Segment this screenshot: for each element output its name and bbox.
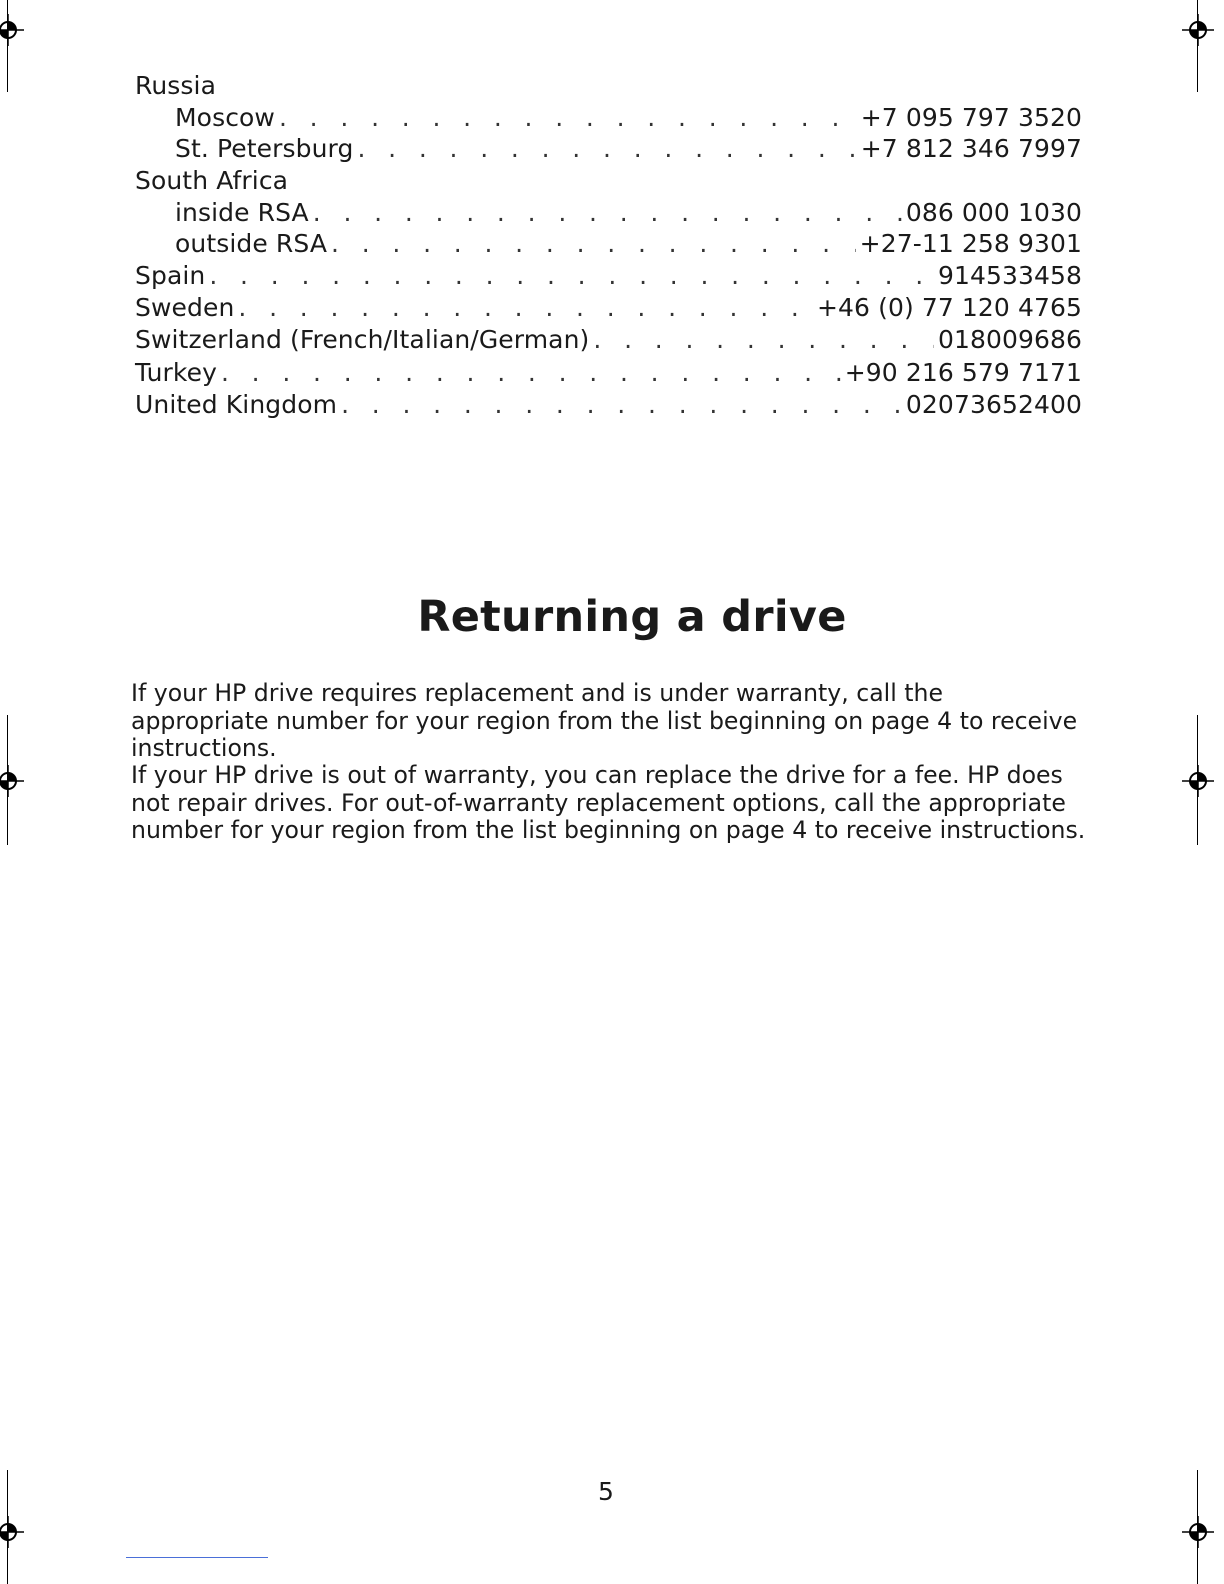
out-of-warranty-paragraph: If your HP drive is out of warranty, you can replace the drive for a fee. HP does not repair drives. For out-of-warranty replacement options, call the appropriate number for your region from the list beginning on page 4 to receive instructions. [131,761,1086,845]
phone-number: +7 812 346 7997 [860,134,1082,164]
city-label: Moscow [175,102,275,132]
dot-leader [313,197,902,229]
directory-row [135,70,1082,102]
crop-line [1197,715,1198,845]
phone-directory [135,70,1082,421]
phone-number: +46 (0) 77 120 4765 [816,292,1082,322]
registration-mark-icon [1182,765,1214,797]
phone-number: 02073652400 [905,389,1082,419]
country-label: Spain [135,261,206,291]
directory-row [135,324,1082,356]
footer-rule [126,1557,268,1558]
registration-mark-icon [1182,14,1214,46]
directory-row [135,389,1082,421]
directory-row [135,260,1082,292]
country-label: Switzerland (French/Italian/German) [135,324,590,354]
region-label: outside RSA [175,229,328,259]
dot-leader [357,133,856,165]
country-label: Sweden [135,292,235,322]
crop-line [7,715,8,845]
directory-row [135,292,1082,324]
phone-number: 018009686 [937,324,1082,354]
dot-leader [238,292,813,324]
phone-number: 914533458 [937,261,1082,291]
crop-line [1197,1470,1198,1584]
registration-mark-icon [0,765,24,797]
phone-number: 086 000 1030 [905,197,1082,227]
phone-number: +7 095 797 3520 [860,102,1082,132]
dot-leader [221,357,841,389]
dot-leader [209,260,934,292]
phone-number: +27-11 258 9301 [859,229,1082,259]
warranty-paragraph: If your HP drive requires replacement and is under warranty, call the appropriate number for your region from the list beginning on page 4 to receive instructions. [131,679,1078,763]
country-label: South Africa [135,166,289,196]
directory-row [135,197,1082,229]
registration-mark-icon [1182,1516,1214,1548]
dot-leader [593,324,934,356]
dot-leader [341,389,902,421]
crop-line [7,0,8,92]
region-label: inside RSA [175,197,309,227]
directory-row [135,165,1082,197]
directory-row [135,357,1082,389]
country-label: Turkey [135,358,217,388]
directory-row [135,102,1082,134]
crop-line [1197,0,1198,92]
phone-number: +90 216 579 7171 [844,358,1082,388]
directory-row [135,133,1082,165]
dot-leader [279,102,857,134]
city-label: St. Petersburg [175,134,354,164]
country-label: United Kingdom [135,389,338,419]
registration-mark-icon [0,1516,24,1548]
crop-line [7,1470,8,1584]
section-title: Returning a drive [417,592,847,642]
page-number: 5 [598,1477,614,1506]
dot-leader [331,228,856,260]
directory-row [135,228,1082,260]
registration-mark-icon [0,14,24,46]
country-label: Russia [135,71,217,100]
